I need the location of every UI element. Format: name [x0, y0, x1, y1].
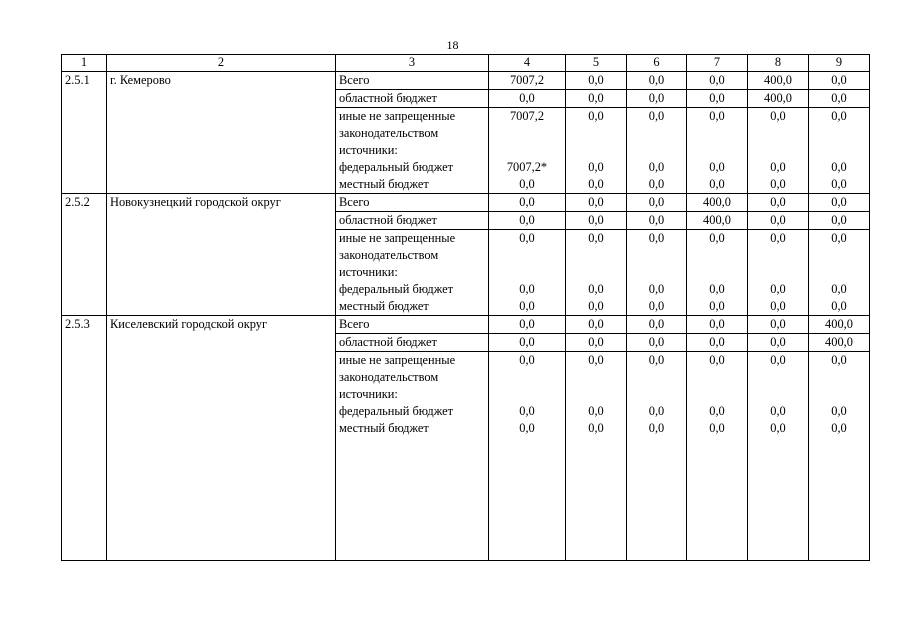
funding-source — [336, 352, 489, 404]
value-cell: 0,0 — [489, 334, 566, 352]
item-code — [62, 90, 107, 108]
value-cell: 0,0 — [809, 72, 870, 90]
funding-source: областной бюджет — [336, 334, 489, 352]
value-cell: 0,0 — [489, 194, 566, 212]
item-name — [107, 108, 336, 160]
table-row — [62, 194, 870, 212]
funding-source: Всего — [336, 72, 489, 90]
budget-table — [61, 54, 870, 561]
item-code — [62, 281, 107, 298]
item-code — [62, 420, 107, 561]
funding-source-line: законодательством — [339, 248, 439, 262]
funding-source-line: иные не запрещенные — [339, 231, 456, 245]
value-cell: 400,0 — [809, 334, 870, 352]
value-cell: 0,0 — [566, 334, 627, 352]
item-name — [107, 90, 336, 108]
value-cell: 0,0 — [566, 281, 627, 298]
table-row — [62, 352, 870, 404]
table-row — [62, 334, 870, 352]
value-cell: 0,0 — [748, 316, 809, 334]
item-name — [107, 230, 336, 282]
value-cell: 0,0 — [809, 298, 870, 316]
value-cell: 0,0 — [489, 298, 566, 316]
value-cell: 0,0 — [566, 108, 627, 160]
value-cell: 0,0 — [809, 90, 870, 108]
header-row — [62, 55, 870, 72]
item-code — [62, 176, 107, 194]
value-cell: 0,0 — [748, 159, 809, 176]
value-cell: 0,0 — [687, 420, 748, 561]
value-cell: 400,0 — [748, 72, 809, 90]
value-cell: 0,0 — [489, 352, 566, 404]
value-cell: 400,0 — [748, 90, 809, 108]
value-cell: 0,0 — [566, 90, 627, 108]
item-name: Киселевский городской округ — [107, 316, 336, 334]
table-row — [62, 176, 870, 194]
value-cell: 0,0 — [809, 212, 870, 230]
table-row — [62, 420, 870, 561]
funding-source: Всего — [336, 316, 489, 334]
value-cell: 0,0 — [489, 316, 566, 334]
table-row — [62, 90, 870, 108]
funding-source-line: источники: — [339, 387, 398, 401]
value-cell: 0,0 — [748, 298, 809, 316]
funding-source: областной бюджет — [336, 90, 489, 108]
table-row — [62, 212, 870, 230]
value-cell: 0,0 — [809, 281, 870, 298]
funding-source-line: источники: — [339, 265, 398, 279]
item-code: 2.5.3 — [62, 316, 107, 334]
value-cell: 0,0 — [809, 403, 870, 420]
item-name: г. Кемерово — [107, 72, 336, 90]
value-cell: 0,0 — [566, 159, 627, 176]
table-row — [62, 108, 870, 160]
item-code — [62, 108, 107, 160]
funding-source-line: законодательством — [339, 370, 439, 384]
value-cell: 0,0 — [489, 176, 566, 194]
funding-source: областной бюджет — [336, 212, 489, 230]
value-cell: 0,0 — [627, 420, 687, 561]
value-cell: 0,0 — [809, 194, 870, 212]
value-cell: 400,0 — [687, 194, 748, 212]
value-cell: 0,0 — [809, 230, 870, 282]
value-cell: 0,0 — [748, 334, 809, 352]
value-cell: 0,0 — [687, 403, 748, 420]
table-body — [62, 72, 870, 561]
value-cell: 0,0 — [627, 334, 687, 352]
value-cell: 400,0 — [809, 316, 870, 334]
value-cell: 0,0 — [809, 420, 870, 561]
value-cell: 0,0 — [627, 108, 687, 160]
value-cell: 400,0 — [687, 212, 748, 230]
item-code — [62, 403, 107, 420]
value-cell: 0,0 — [748, 403, 809, 420]
value-cell: 0,0 — [627, 90, 687, 108]
header-cell: 8 — [748, 55, 809, 72]
funding-source: местный бюджет — [336, 298, 489, 316]
value-cell: 0,0 — [809, 159, 870, 176]
funding-source: федеральный бюджет — [336, 281, 489, 298]
funding-source-line: иные не запрещенные — [339, 353, 456, 367]
value-cell: 0,0 — [566, 230, 627, 282]
value-cell: 0,0 — [627, 212, 687, 230]
item-code — [62, 352, 107, 404]
header-cell: 5 — [566, 55, 627, 72]
value-cell: 0,0 — [489, 90, 566, 108]
header-cell: 6 — [627, 55, 687, 72]
value-cell: 0,0 — [687, 298, 748, 316]
funding-source: местный бюджет — [336, 176, 489, 194]
item-code: 2.5.2 — [62, 194, 107, 212]
value-cell: 0,0 — [748, 281, 809, 298]
value-cell: 0,0 — [566, 72, 627, 90]
value-cell: 0,0 — [489, 420, 566, 561]
value-cell: 0,0 — [566, 420, 627, 561]
table-row — [62, 316, 870, 334]
value-cell: 0,0 — [627, 159, 687, 176]
value-cell: 7007,2 — [489, 72, 566, 90]
item-code — [62, 298, 107, 316]
value-cell: 0,0 — [489, 281, 566, 298]
funding-source — [336, 108, 489, 160]
value-cell: 0,0 — [748, 420, 809, 561]
funding-source — [336, 230, 489, 282]
value-cell: 0,0 — [748, 194, 809, 212]
item-name — [107, 159, 336, 176]
value-cell: 0,0 — [627, 316, 687, 334]
value-cell: 0,0 — [489, 212, 566, 230]
value-cell: 0,0 — [627, 403, 687, 420]
header-cell: 1 — [62, 55, 107, 72]
header-cell: 7 — [687, 55, 748, 72]
item-code — [62, 212, 107, 230]
item-code — [62, 334, 107, 352]
table-row — [62, 298, 870, 316]
item-name — [107, 212, 336, 230]
value-cell: 0,0 — [809, 108, 870, 160]
value-cell: 0,0 — [748, 352, 809, 404]
item-code: 2.5.1 — [62, 72, 107, 90]
value-cell: 0,0 — [687, 108, 748, 160]
value-cell: 0,0 — [566, 176, 627, 194]
value-cell: 0,0 — [627, 298, 687, 316]
item-name — [107, 298, 336, 316]
table-row — [62, 159, 870, 176]
value-cell: 0,0 — [809, 352, 870, 404]
funding-source: Всего — [336, 194, 489, 212]
value-cell: 0,0 — [627, 72, 687, 90]
header-cell: 9 — [809, 55, 870, 72]
item-code — [62, 230, 107, 282]
value-cell: 0,0 — [566, 298, 627, 316]
value-cell: 0,0 — [687, 352, 748, 404]
table-row — [62, 281, 870, 298]
funding-source-line: источники: — [339, 143, 398, 157]
value-cell: 0,0 — [687, 316, 748, 334]
item-name — [107, 403, 336, 420]
value-cell: 0,0 — [566, 316, 627, 334]
value-cell: 0,0 — [566, 194, 627, 212]
item-name — [107, 420, 336, 561]
value-cell: 0,0 — [566, 352, 627, 404]
value-cell: 0,0 — [687, 334, 748, 352]
header-cell: 3 — [336, 55, 489, 72]
value-cell: 0,0 — [687, 281, 748, 298]
funding-source-line: законодательством — [339, 126, 439, 140]
value-cell: 0,0 — [748, 108, 809, 160]
value-cell: 0,0 — [627, 194, 687, 212]
value-cell: 0,0 — [748, 212, 809, 230]
item-name — [107, 176, 336, 194]
header-cell: 2 — [107, 55, 336, 72]
value-cell: 0,0 — [809, 176, 870, 194]
value-cell: 0,0 — [489, 230, 566, 282]
funding-source: федеральный бюджет — [336, 403, 489, 420]
item-name — [107, 334, 336, 352]
value-cell: 0,0 — [687, 72, 748, 90]
table-row — [62, 72, 870, 90]
funding-source: местный бюджет — [336, 420, 489, 561]
value-cell: 0,0 — [489, 403, 566, 420]
value-cell: 0,0 — [748, 176, 809, 194]
table-row — [62, 403, 870, 420]
value-cell: 0,0 — [627, 352, 687, 404]
value-cell: 7007,2 — [489, 108, 566, 160]
item-code — [62, 159, 107, 176]
header-cell: 4 — [489, 55, 566, 72]
value-cell: 0,0 — [687, 90, 748, 108]
value-cell: 0,0 — [687, 159, 748, 176]
value-cell: 7007,2* — [489, 159, 566, 176]
page-number: 18 — [446, 38, 459, 52]
item-name — [107, 352, 336, 404]
funding-source-line: иные не запрещенные — [339, 109, 456, 123]
value-cell: 0,0 — [748, 230, 809, 282]
value-cell: 0,0 — [627, 176, 687, 194]
funding-source: федеральный бюджет — [336, 159, 489, 176]
value-cell: 0,0 — [687, 230, 748, 282]
table-row — [62, 230, 870, 282]
value-cell: 0,0 — [566, 212, 627, 230]
value-cell: 0,0 — [566, 403, 627, 420]
item-name — [107, 281, 336, 298]
item-name: Новокузнецкий городской округ — [107, 194, 336, 212]
value-cell: 0,0 — [627, 281, 687, 298]
value-cell: 0,0 — [627, 230, 687, 282]
value-cell: 0,0 — [687, 176, 748, 194]
